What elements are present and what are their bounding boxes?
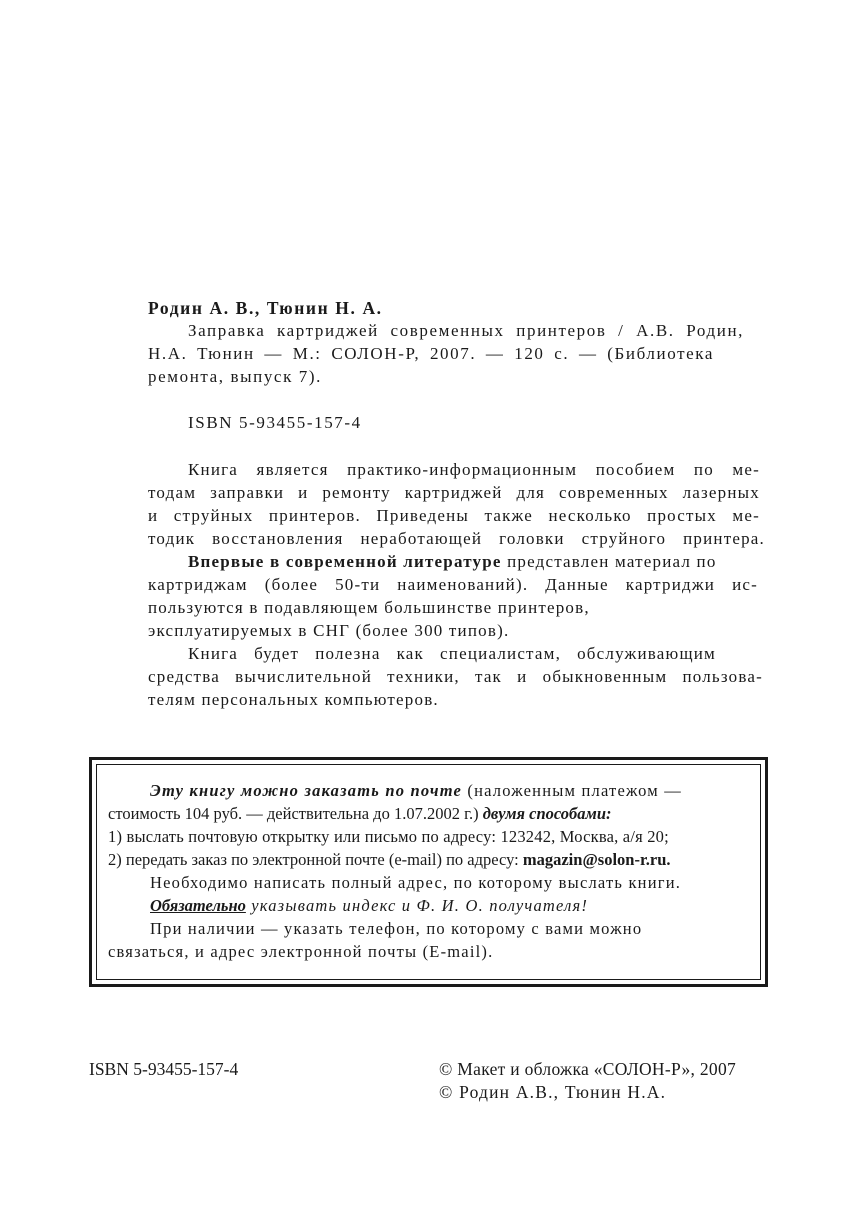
- order-box: [89, 757, 768, 987]
- annotation-p1-line-4: тодик восстановления неработающей головки струйного принтера.: [148, 529, 765, 548]
- order-mandatory-underlined: Обязательно: [150, 896, 246, 915]
- order-line-4-start: 2) передать заказ по электронной почте (e-mail) по адресу:: [108, 850, 523, 869]
- annotation-p3-line-1: Книга будет полезна как специалистам, обслуживающим: [188, 644, 716, 663]
- order-line-6-rest: указывать индекс и Ф. И. О. получателя!: [245, 896, 589, 915]
- annotation-p1-line-1: Книга является практико-информационным пособием по ме-: [188, 460, 760, 479]
- record-line-1: Заправка картриджей современных принтеров / А.В. Родин,: [188, 321, 744, 340]
- annotation-p3-line-2: средства вычислительной техники, так и обыкновенным пользова-: [148, 667, 763, 686]
- record-line-2: Н.А. Тюнин — М.: СОЛОН-Р, 2007. — 120 с. — (Библиотека: [148, 344, 714, 363]
- order-line-5: Необходимо написать полный адрес, по которому выслать книги.: [150, 873, 682, 892]
- annotation-p2-bold: Впервые в современной литературе: [188, 552, 502, 571]
- order-line-4: [108, 849, 671, 871]
- order-two-ways-italic: двумя способами:: [482, 804, 612, 823]
- annotation-p2-line-4: эксплуатируемых в СНГ (более 300 типов).: [148, 621, 510, 640]
- footer-copyright-layout: © Макет и обложка «СОЛОН-Р», 2007: [439, 1059, 737, 1079]
- order-line-7: При наличии — указать телефон, по которому с вами можно: [150, 919, 643, 938]
- order-line-2-start: стоимость 104 руб. — действительна до 1.07.2002 г.): [108, 804, 483, 823]
- order-line-1: [150, 780, 682, 802]
- order-line-2: [108, 803, 612, 825]
- annotation-p2-line-3: пользуются в подавляющем большинстве принтеров,: [148, 598, 590, 617]
- order-line-6: [150, 895, 588, 917]
- order-by-mail-italic: Эту книгу можно заказать по почте: [150, 781, 463, 800]
- authors-heading: Родин А. В., Тюнин Н. А.: [148, 298, 383, 318]
- annotation-p1-line-3: и струйных принтеров. Приведены также несколько простых ме-: [148, 506, 760, 525]
- record-line-3: ремонта, выпуск 7).: [148, 367, 322, 386]
- annotation-p1-line-2: тодам заправки и ремонту картриджей для современных лазерных: [148, 483, 760, 502]
- footer-copyright-authors: © Родин А.В., Тюнин Н.А.: [439, 1082, 667, 1102]
- annotation-p2-line-1: [188, 551, 717, 573]
- order-email-address: magazin@solon-r.ru.: [522, 850, 671, 869]
- order-line-8: связаться, и адрес электронной почты (E-mail).: [108, 942, 494, 961]
- annotation-p3-line-3: телям персональных компьютеров.: [148, 690, 439, 709]
- isbn-record: ISBN 5-93455-157-4: [188, 413, 362, 432]
- order-line-3: 1) выслать почтовую открытку или письмо по адресу: 123242, Москва, а/я 20;: [108, 827, 669, 846]
- annotation-p2-line-2: картриджам (более 50-ти наименований). Данные картриджи ис-: [148, 575, 758, 594]
- annotation-p2-first-rest: представлен материал по: [501, 552, 717, 571]
- order-line-1-rest: (наложенным платежом —: [462, 781, 682, 800]
- footer-isbn: ISBN 5-93455-157-4: [89, 1059, 239, 1079]
